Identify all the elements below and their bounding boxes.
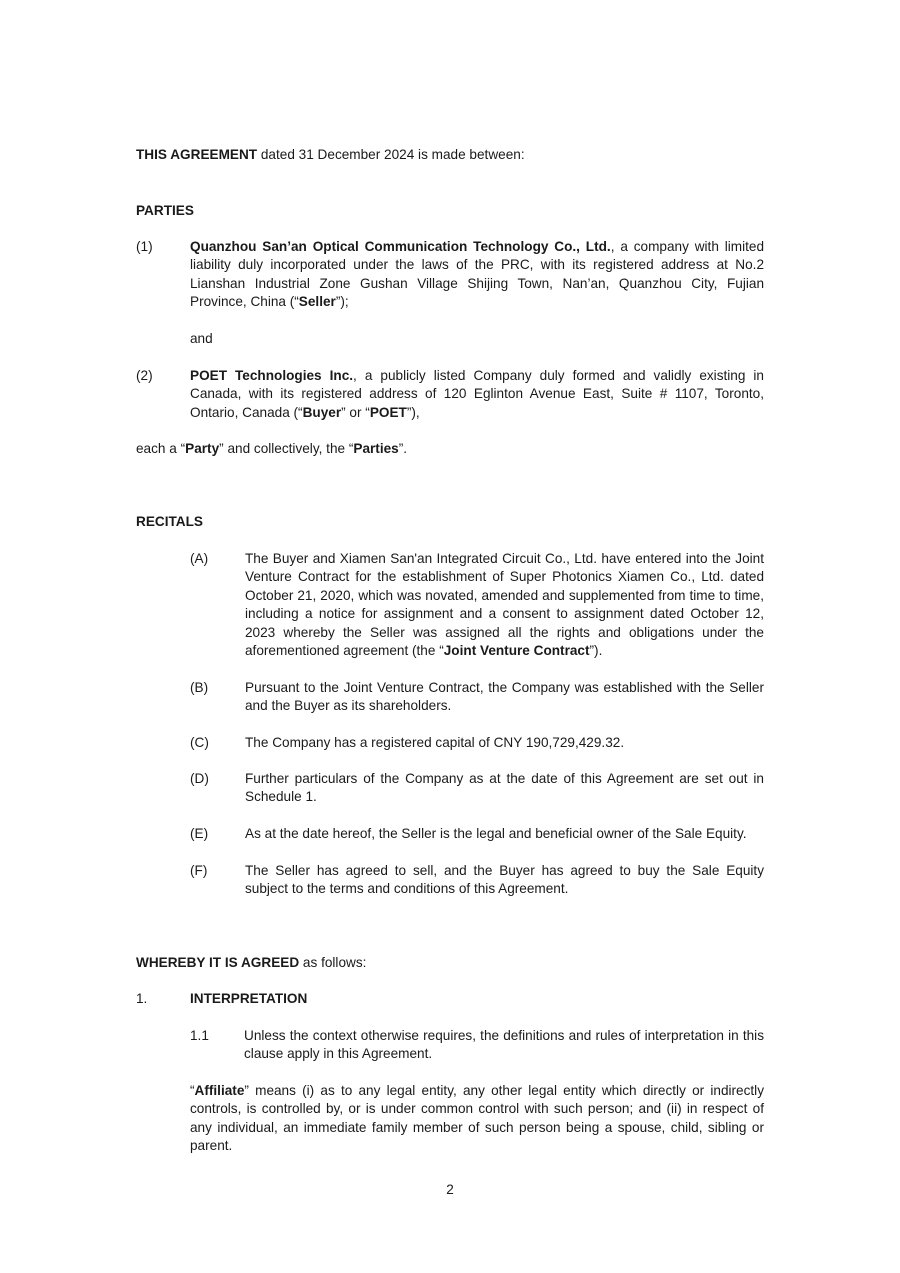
affiliate-definition: “Affiliate” means (i) as to any legal entity, any other legal entity which directly or indirectly controls, is controlled by, or is under common control with such person; and (ii) in respect of any individual, an immediate family member of such person being a spouse, child, sibling or parent. <box>190 1083 764 1154</box>
clause-1-1-text: Unless the context otherwise requires, the definitions and rules of interpretation in this clause apply in this Agreement. <box>244 1028 764 1062</box>
recital-e-text: As at the date hereof, the Seller is the legal and beneficial owner of the Sale Equity. <box>245 826 747 841</box>
party-1-text: Quanzhou San’an Optical Communication Technology Co., Ltd., a company with limited liability duly incorporated under the laws of the PRC, with its registered address at No.2 Lianshan Industrial Zone Gushan Village Shijing Town, Nan’an, Quanzhou City, Fujian Province, China (“Seller”); <box>190 239 765 310</box>
intro-heading: THIS AGREEMENT <box>136 147 258 162</box>
poet-term: POET <box>369 404 407 420</box>
recitals-heading: RECITALS <box>136 514 203 529</box>
parties-heading: PARTIES <box>136 203 194 218</box>
section-1-title: INTERPRETATION <box>190 991 308 1006</box>
party-1-name: Quanzhou San’an Optical Communication Technology Co., Ltd. <box>190 239 611 254</box>
intro-text: dated 31 December 2024 is made between: <box>257 147 525 162</box>
party-1-number: (1) <box>136 239 153 254</box>
parties-and: and <box>190 331 213 346</box>
recital-d-text: Further particulars of the Company as at the date of this Agreement are set out in Schedule 1. <box>245 771 764 805</box>
recital-a-text: The Buyer and Xiamen San'an Integrated Circuit Co., Ltd. have entered into the Joint Venture Contract for the establishment of Super Photonics Xiamen Co., Ltd. dated October 21, 2020, which was novated, amended and supplemented from time to time, including a notice for assignment and a consent to assignment dated October 12, 2023 whereby the Seller was assigned all the rights and obligations under the aforementioned agreement (the “Joint Venture Contract”). <box>245 551 764 659</box>
page-number: 2 <box>446 1182 454 1197</box>
agreement-intro <box>136 146 776 164</box>
whereby-clause: WHEREBY IT IS AGREED as follows: <box>136 955 367 970</box>
party-2-number: (2) <box>136 368 153 383</box>
affiliate-term: Affiliate <box>194 1083 245 1098</box>
section-1-number: 1. <box>136 991 148 1006</box>
party-2-name: POET Technologies Inc. <box>190 368 354 383</box>
recital-f-number: (F) <box>190 863 208 878</box>
recital-b-text: Pursuant to the Joint Venture Contract, the Company was established with the Seller and the Buyer as its shareholders. <box>245 680 764 714</box>
recital-e-number: (E) <box>190 826 209 841</box>
seller-term: Seller <box>298 294 336 310</box>
whereby-heading: WHEREBY IT IS AGREED <box>136 955 300 970</box>
recital-c-text: The Company has a registered capital of CNY 190,729,429.32. <box>245 735 625 750</box>
recital-c-number: (C) <box>190 735 209 750</box>
recital-b-number: (B) <box>190 680 209 695</box>
parties-collective: each a “Party” and collectively, the “Parties”. <box>136 441 408 456</box>
jv-contract-term: Joint Venture Contract <box>443 643 590 659</box>
recital-f-text: The Seller has agreed to sell, and the Buyer has agreed to buy the Sale Equity subject to the terms and conditions of this Agreement. <box>245 863 764 897</box>
clause-1-1-number: 1.1 <box>190 1028 209 1043</box>
buyer-term: Buyer <box>302 404 342 420</box>
party-2-text: POET Technologies Inc., a publicly listed Company duly formed and validly existing in Canada, with its registered address of 120 Eglinton Avenue East, Suite # 1107, Toronto, Ontario, Canada (“Buyer” or “POET”), <box>190 368 764 420</box>
recital-a-number: (A) <box>190 551 209 566</box>
recital-d-number: (D) <box>190 771 209 786</box>
